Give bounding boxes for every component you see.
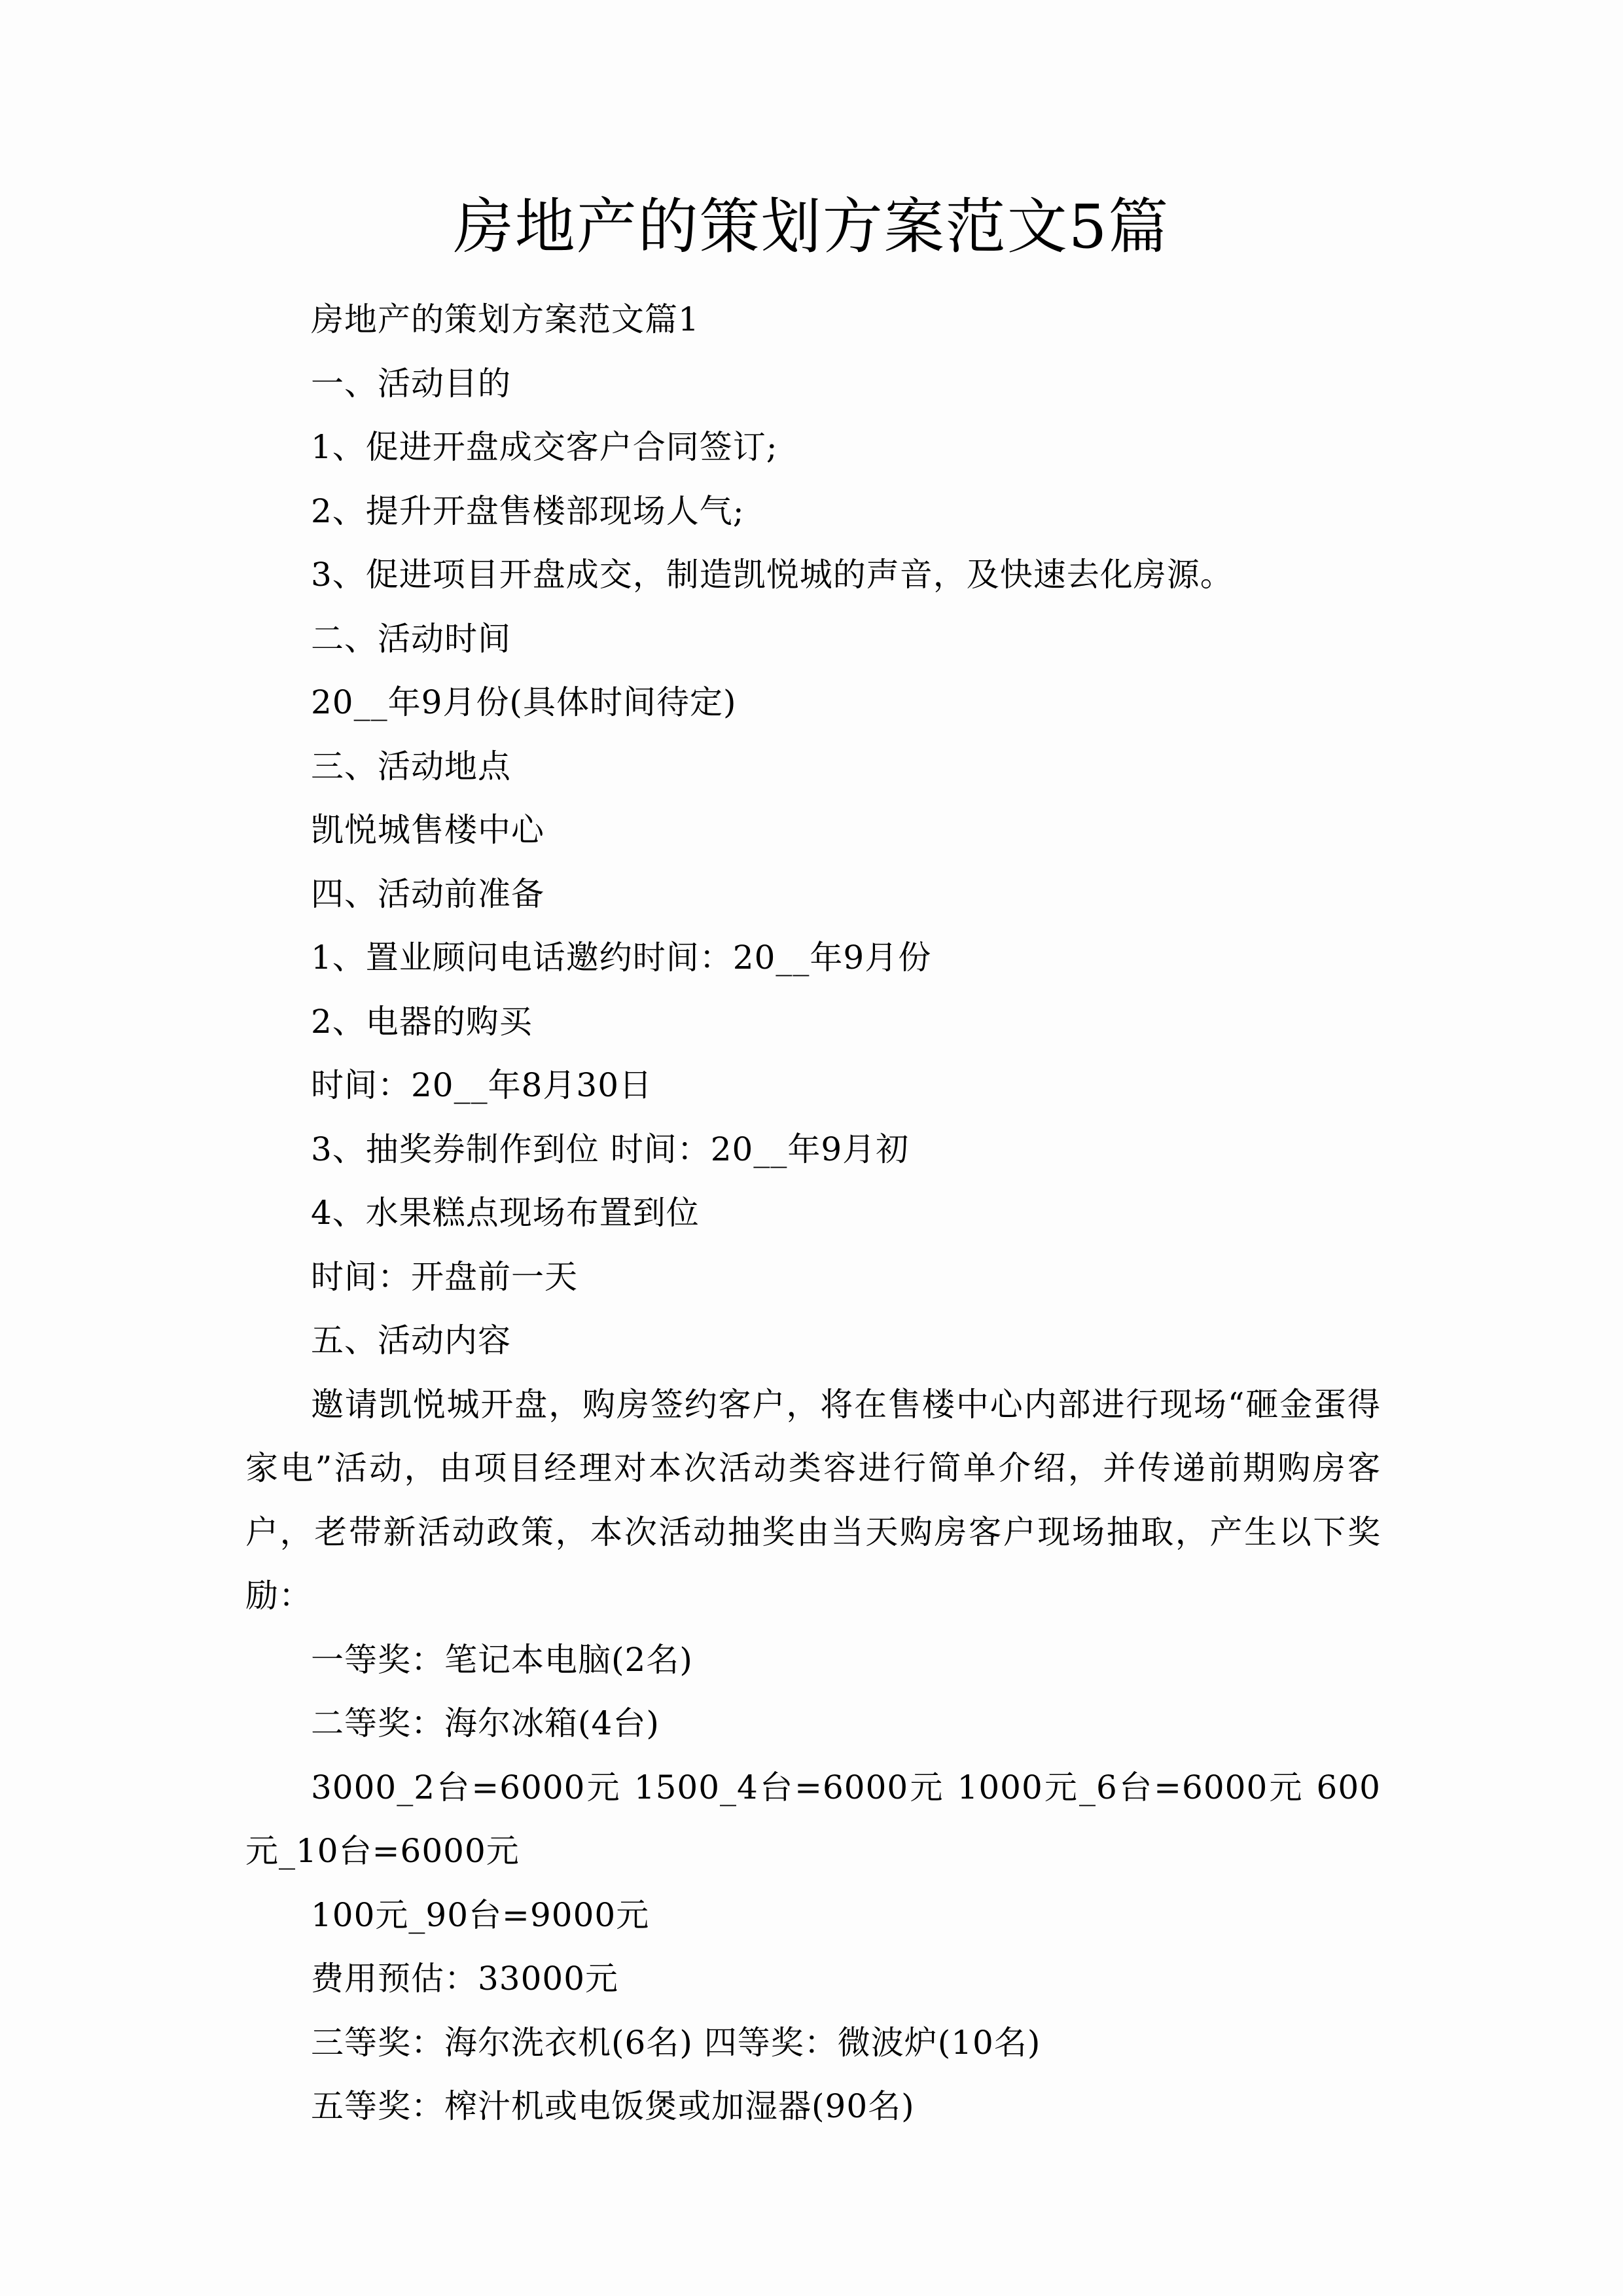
prize-first: 一等奖：笔记本电脑(2名) [311,1640,693,1679]
cost-estimate: 费用预估：33000元 [311,1960,619,1998]
cost-item-100: 100元_90台=9000元 [311,1895,650,1934]
prep-item-3: 3、抽奖券制作到位 时间：20__年9月初 [311,1130,910,1168]
prize-third-fourth: 三等奖：海尔洗衣机(6名) 四等奖：微波炉(10名) [311,2023,1041,2062]
activity-content-paragraph: 邀请凯悦城开盘，购房签约客户，将在售楼中心内部进行现场“砸金蛋得家电”活动，由项目经理对本次活动类容进行简单介绍，并传递前期购房客户，老带新活动政策，本次活动抽奖由当天购房客户现场抽取，产生以下奖励： [245,1385,1381,1615]
heading-activity-location: 三、活动地点 [311,747,511,785]
prep-item-4: 4、水果糕点现场布置到位 [311,1194,700,1232]
purpose-item-1: 1、促进开盘成交客户合同签订; [311,428,778,466]
prize-fifth: 五等奖：榨汁机或电饭煲或加湿器(90名) [311,2087,915,2125]
activity-time-value: 20__年9月份(具体时间待定) [311,683,737,721]
purpose-item-2: 2、提升开盘售楼部现场人气; [311,492,745,530]
activity-location-value: 凯悦城售楼中心 [311,811,544,849]
cost-breakdown-paragraph: 3000_2台=6000元 1500_4台=6000元 1000元_6台=6000元 600元_10台=6000元 [245,1768,1381,1870]
document-title: 房地产的策划方案范文5篇 [453,192,1170,262]
prep-item-2: 2、电器的购买 [311,1002,533,1041]
prep-item-4-time: 时间：开盘前一天 [311,1257,578,1296]
purpose-item-3: 3、促进项目开盘成交，制造凯悦城的声音，及快速去化房源。 [311,556,1234,594]
heading-activity-purpose: 一、活动目的 [311,364,511,403]
prize-second: 二等奖：海尔冰箱(4台) [311,1704,660,1742]
heading-preparation: 四、活动前准备 [311,874,544,913]
document-body [245,288,1381,2139]
heading-activity-time: 二、活动时间 [311,619,511,658]
prep-item-2-time: 时间：20__年8月30日 [311,1066,653,1104]
section-subtitle: 房地产的策划方案范文篇1 [311,300,700,338]
prep-item-1: 1、置业顾问电话邀约时间：20__年9月份 [311,939,932,977]
heading-activity-content: 五、活动内容 [311,1321,511,1359]
